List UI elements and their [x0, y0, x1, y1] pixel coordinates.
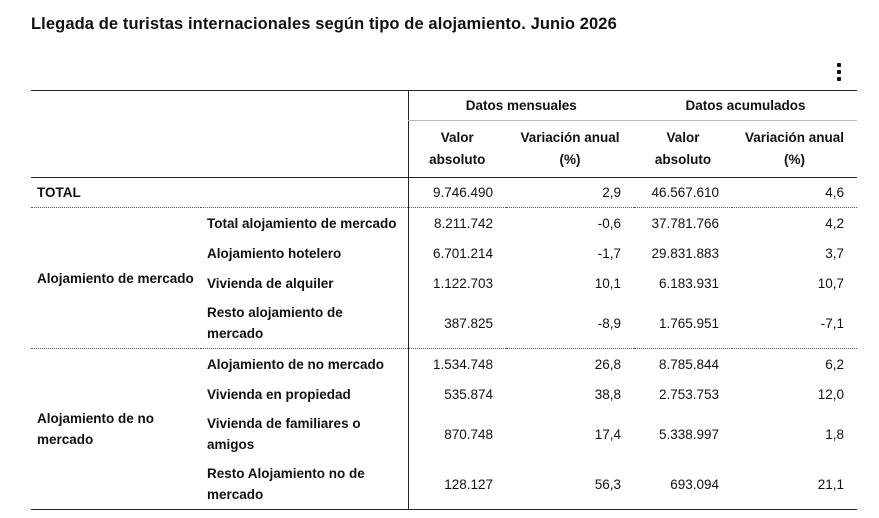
table-row	[31, 349, 857, 380]
cell-acumulado-valor: 5.338.997	[658, 426, 720, 442]
cell-acumulado-valor: 29.831.883	[651, 245, 720, 261]
cell-acumulado-variacion: 4,2	[825, 215, 845, 231]
page-title: Llegada de turistas internacionales según tipo de alojamiento. Junio 2026	[31, 15, 617, 33]
row-label: Vivienda en propiedad	[207, 386, 351, 402]
row-label: Total alojamiento de mercado	[207, 215, 397, 231]
cell-mensual-variacion: 38,8	[594, 386, 622, 402]
group-label: Alojamiento de no mercado	[31, 349, 201, 510]
cell-mensual-variacion: -8,9	[597, 315, 622, 331]
cell-acumulado-variacion: 4,6	[732, 178, 857, 208]
cell-acumulado-valor: 693.094	[670, 476, 720, 492]
cell-mensual-valor: 1.122.703	[408, 268, 506, 298]
row-label: Resto Alojamiento no de mercado	[207, 466, 365, 502]
cell-mensual-valor: 6.701.214	[408, 238, 506, 268]
cell-acumulado-variacion: 3,7	[825, 245, 845, 261]
row-label: Alojamiento hotelero	[207, 245, 342, 261]
cell-acumulado-valor: 2.753.753	[658, 386, 720, 402]
cell-mensual-variacion: 17,4	[594, 426, 622, 442]
cell-acumulado-valor: 1.765.951	[658, 315, 720, 331]
table-row-total	[31, 178, 857, 208]
row-label: Resto alojamiento de mercado	[207, 305, 343, 341]
cell-acumulado-variacion: -7,1	[820, 315, 845, 331]
cell-acumulado-variacion: 12,0	[817, 386, 845, 402]
row-label: Vivienda de familiares o amigos	[207, 416, 361, 452]
cell-acumulado-valor: 37.781.766	[651, 215, 720, 231]
header-group-mensuales: Datos mensuales	[408, 91, 634, 121]
cell-acumulado-variacion: 10,7	[817, 275, 845, 291]
cell-mensual-valor: 387.825	[408, 298, 506, 349]
cell-mensual-valor: 8.211.742	[408, 208, 506, 239]
table-row	[31, 208, 857, 239]
header-empty	[31, 91, 408, 121]
cell-acumulado-valor: 6.183.931	[658, 275, 720, 291]
cell-mensual-variacion: 56,3	[594, 476, 622, 492]
cell-mensual-valor: 128.127	[408, 459, 506, 510]
cell-mensual-valor: 535.874	[408, 379, 506, 409]
cell-mensual-variacion: -1,7	[597, 245, 622, 261]
cell-mensual-variacion: 10,1	[594, 275, 622, 291]
cell-mensual-variacion: 2,9	[506, 178, 634, 208]
kebab-vertical-icon[interactable]	[834, 63, 844, 81]
row-label: Alojamiento de no mercado	[201, 349, 408, 380]
data-table	[31, 90, 857, 510]
cell-acumulado-variacion: 1,8	[825, 426, 845, 442]
cell-acumulado-variacion: 21,1	[817, 476, 845, 492]
cell-acumulado-variacion: 6,2	[732, 349, 857, 380]
cell-mensual-valor: 870.748	[408, 409, 506, 459]
cell-mensual-valor: 9.746.490	[408, 178, 506, 208]
cell-acumulado-valor: 46.567.610	[634, 178, 732, 208]
row-label: Vivienda de alquiler	[207, 275, 334, 291]
cell-mensual-valor: 1.534.748	[408, 349, 506, 380]
header-variacion-mensual: Variación anual (%)	[520, 130, 620, 167]
cell-acumulado-valor: 8.785.844	[634, 349, 732, 380]
row-label: TOTAL	[31, 178, 408, 208]
header-group-acumulados: Datos acumulados	[634, 91, 857, 121]
header-variacion-acumulada: Variación anual (%)	[744, 130, 845, 167]
group-label: Alojamiento de mercado	[37, 270, 194, 286]
cell-mensual-variacion: 26,8	[506, 349, 634, 380]
cell-mensual-variacion: -0,6	[597, 215, 622, 231]
header-valor-mensual: Valor absoluto	[408, 121, 506, 178]
header-valor-acumulado: Valor absoluto	[654, 130, 712, 167]
